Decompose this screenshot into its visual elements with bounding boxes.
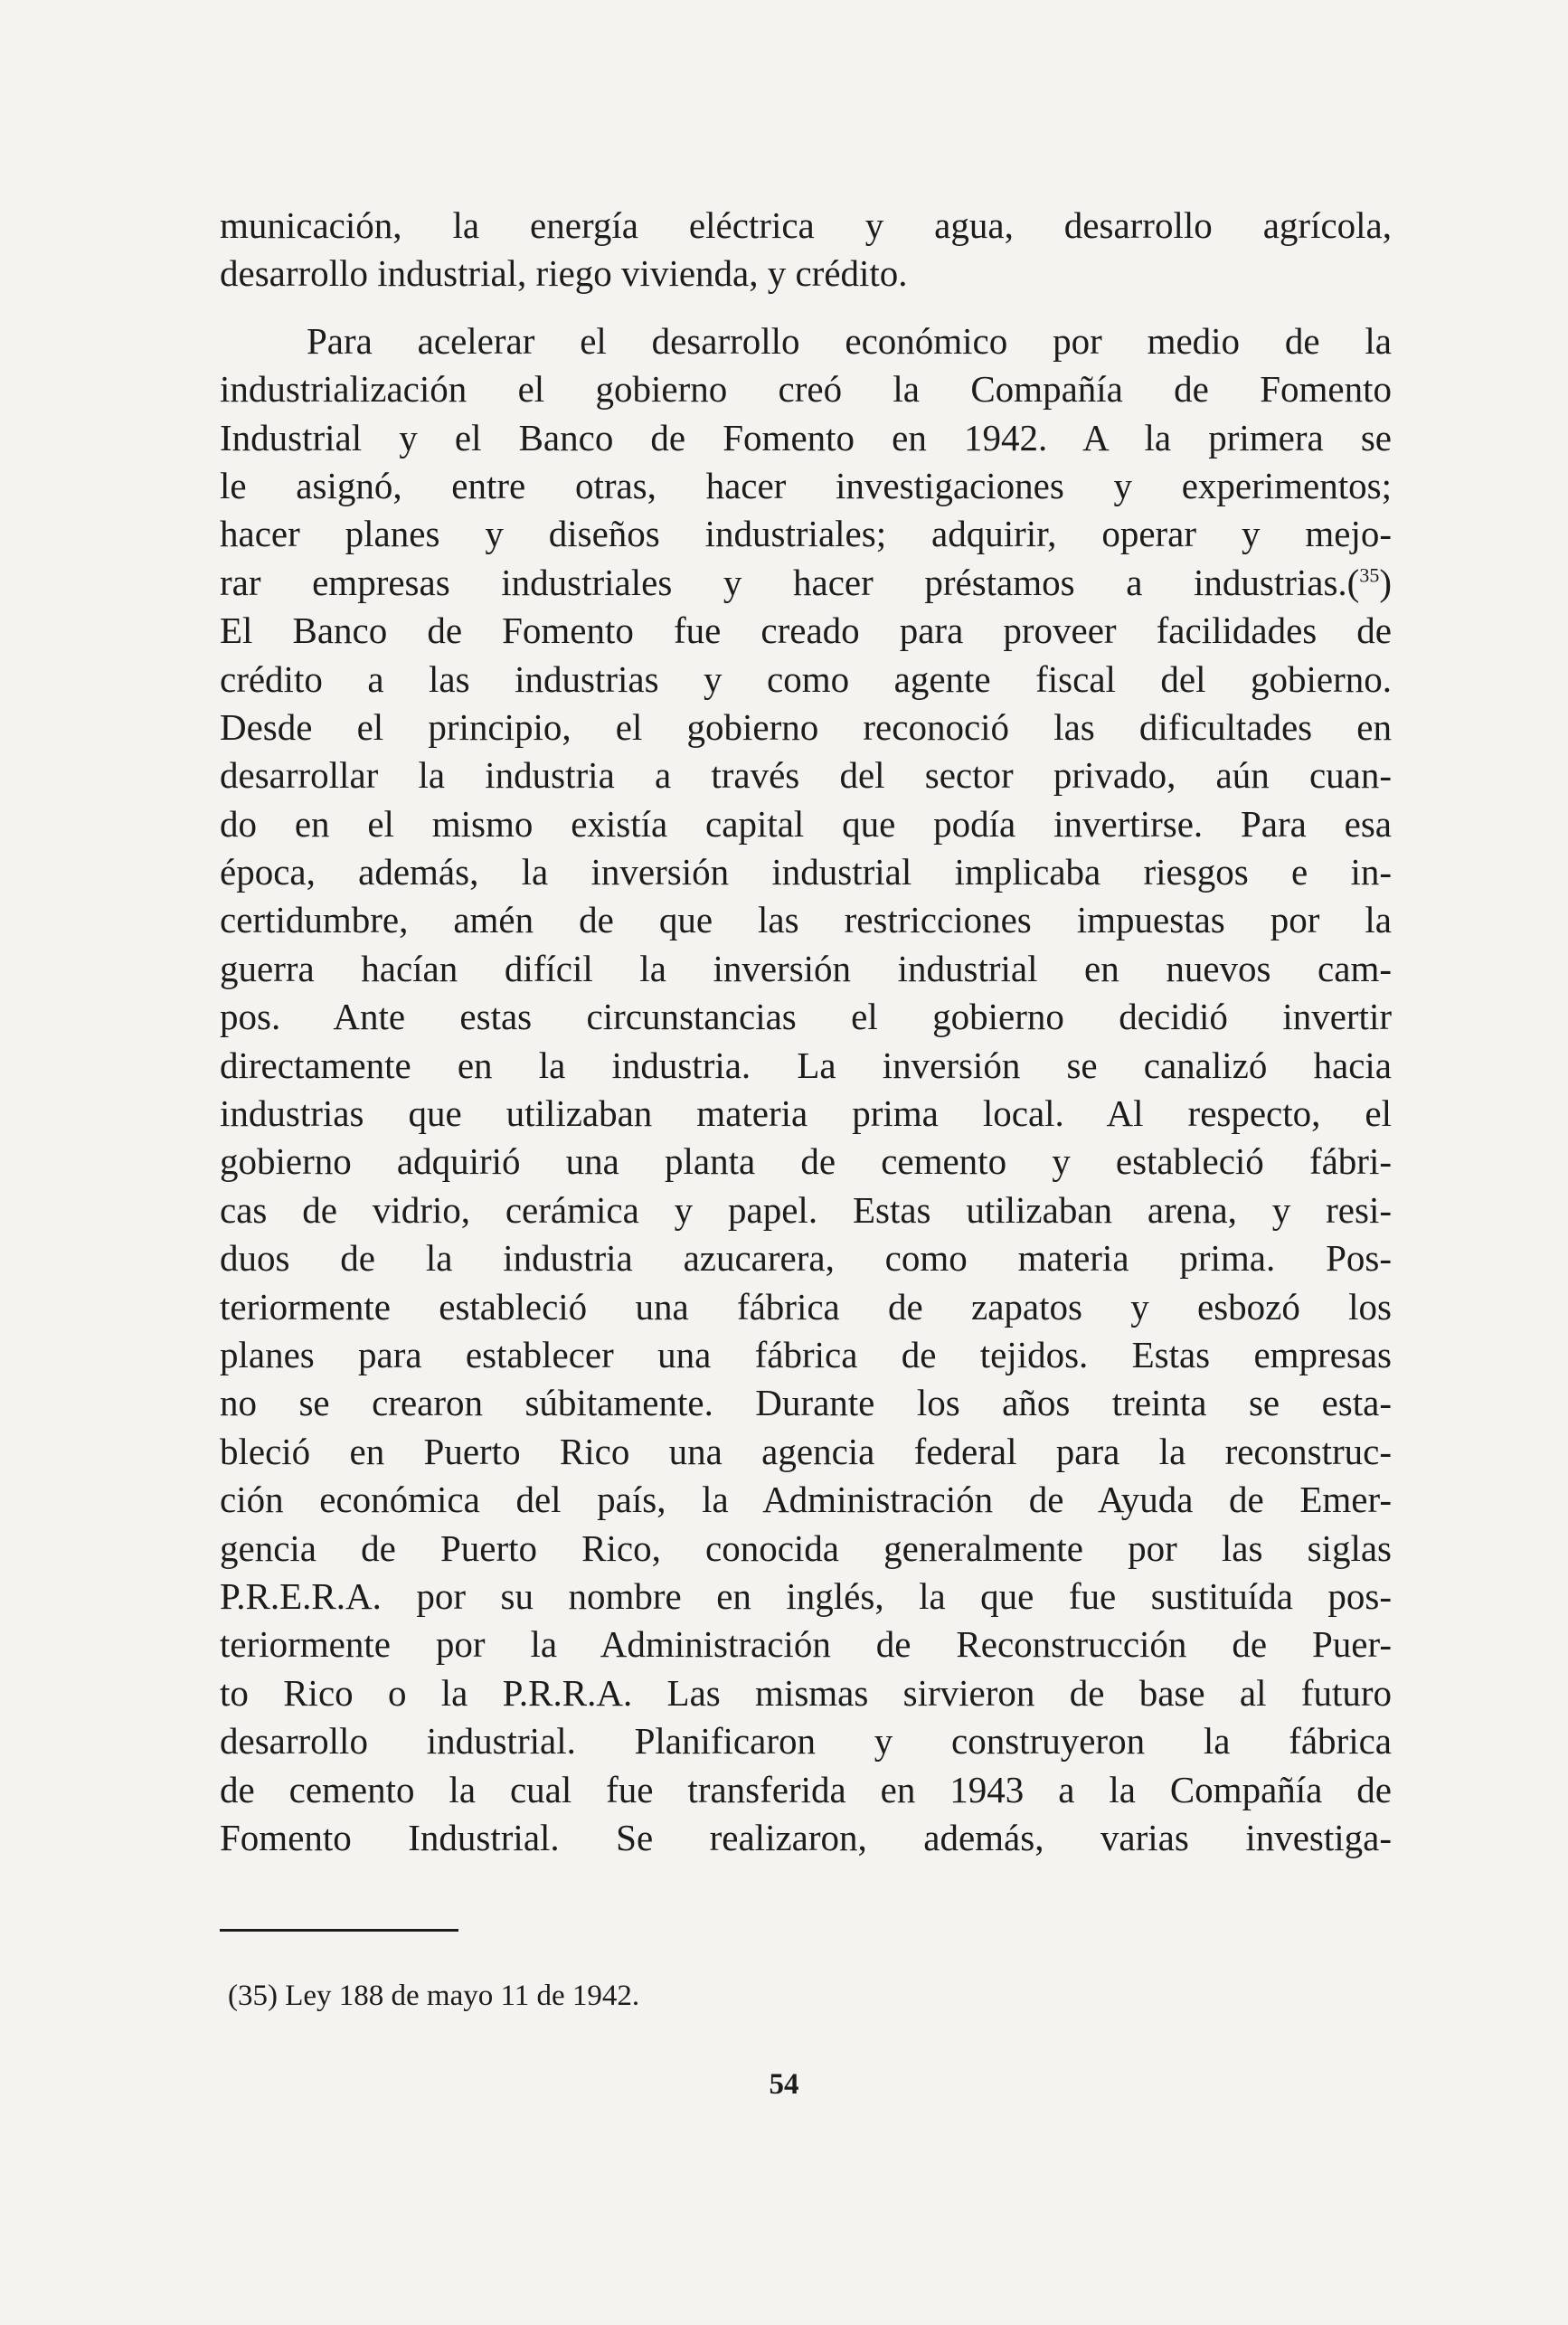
- body-line: gobierno adquirió una planta de cemento y estableció fábri-: [220, 1140, 1392, 1183]
- body-line: Desde el principio, el gobierno reconoció las dificultades en: [220, 705, 1392, 748]
- body-line: Industrial y el Banco de Fomento en 1942. A la primera se: [220, 416, 1392, 458]
- body-line-indented: [220, 317, 1392, 365]
- body-line-text: Para acelerar el desarrollo económico por medio de la: [307, 319, 1392, 362]
- body-line: hacer planes y diseños industriales; adquirir, operar y mejo-: [220, 513, 1392, 555]
- body-line: ción económica del país, la Administración de Ayuda de Emer-: [220, 1479, 1392, 1521]
- body-line: guerra hacían difícil la inversión industrial en nuevos cam-: [220, 947, 1392, 989]
- body-line: planes para establecer una fábrica de tejidos. Estas empresas: [220, 1333, 1392, 1375]
- body-line-text: rar empresas industriales y hacer préstamos a industrias.(: [220, 561, 1360, 603]
- body-line: gencia de Puerto Rico, conocida generalmente por las siglas: [220, 1526, 1392, 1569]
- body-line: industrias que utilizaban materia prima local. Al respecto, el: [220, 1092, 1392, 1135]
- paragraph-gap: [220, 298, 1392, 317]
- body-line: duos de la industria azucarera, como materia prima. Pos-: [220, 1237, 1392, 1280]
- body-text: [220, 202, 1392, 1862]
- page-number: 54: [769, 2068, 799, 2101]
- body-line-with-footnote: [220, 559, 1392, 607]
- body-line: cas de vidrio, cerámica y papel. Estas utilizaban arena, y resi-: [220, 1188, 1392, 1231]
- body-line: no se crearon súbitamente. Durante los años treinta se esta-: [220, 1382, 1392, 1424]
- body-line: to Rico o la P.R.R.A. Las mismas sirvieron de base al futuro: [220, 1671, 1392, 1714]
- footnote-reference: 35: [1359, 563, 1380, 587]
- body-line: municación, la energía eléctrica y agua, desarrollo agrícola,: [220, 204, 1392, 246]
- footnote-reference-close: ): [1379, 561, 1392, 603]
- body-line: do en el mismo existía capital que podía invertirse. Para esa: [220, 802, 1392, 845]
- body-line: El Banco de Fomento fue creado para proveer facilidades de: [220, 610, 1392, 652]
- body-line: certidumbre, amén de que las restricciones impuestas por la: [220, 899, 1392, 941]
- body-line: le asignó, entre otras, hacer investigaciones y experimentos;: [220, 464, 1392, 506]
- body-line: de cemento la cual fue transferida en 1943 a la Compañía de: [220, 1768, 1392, 1810]
- body-line: desarrollo industrial, riego vivienda, y crédito.: [220, 252, 908, 295]
- body-line: desarrollar la industria a través del sector privado, aún cuan-: [220, 754, 1392, 797]
- body-line: teriormente por la Administración de Reconstrucción de Puer-: [220, 1623, 1392, 1666]
- body-line: bleció en Puerto Rico una agencia federal para la reconstruc-: [220, 1430, 1392, 1472]
- body-line: industrialización el gobierno creó la Compañía de Fomento: [220, 368, 1392, 411]
- body-line: directamente en la industria. La inversión se canalizó hacia: [220, 1044, 1392, 1086]
- footnote: (35) Ley 188 de mayo 11 de 1942.: [228, 1980, 640, 2012]
- footnote-divider: [220, 1929, 458, 1932]
- body-line: teriormente estableció una fábrica de zapatos y esbozó los: [220, 1285, 1392, 1328]
- body-line: época, además, la inversión industrial implicaba riesgos e in-: [220, 851, 1392, 893]
- body-line: Fomento Industrial. Se realizaron, además, varias investiga-: [220, 1816, 1392, 1858]
- body-line: crédito a las industrias y como agente fiscal del gobierno.: [220, 657, 1392, 700]
- body-line: desarrollo industrial. Planificaron y construyeron la fábrica: [220, 1720, 1392, 1763]
- body-line: P.R.E.R.A. por su nombre en inglés, la que fue sustituída pos-: [220, 1574, 1392, 1617]
- body-line: pos. Ante estas circunstancias el gobierno decidió invertir: [220, 996, 1392, 1038]
